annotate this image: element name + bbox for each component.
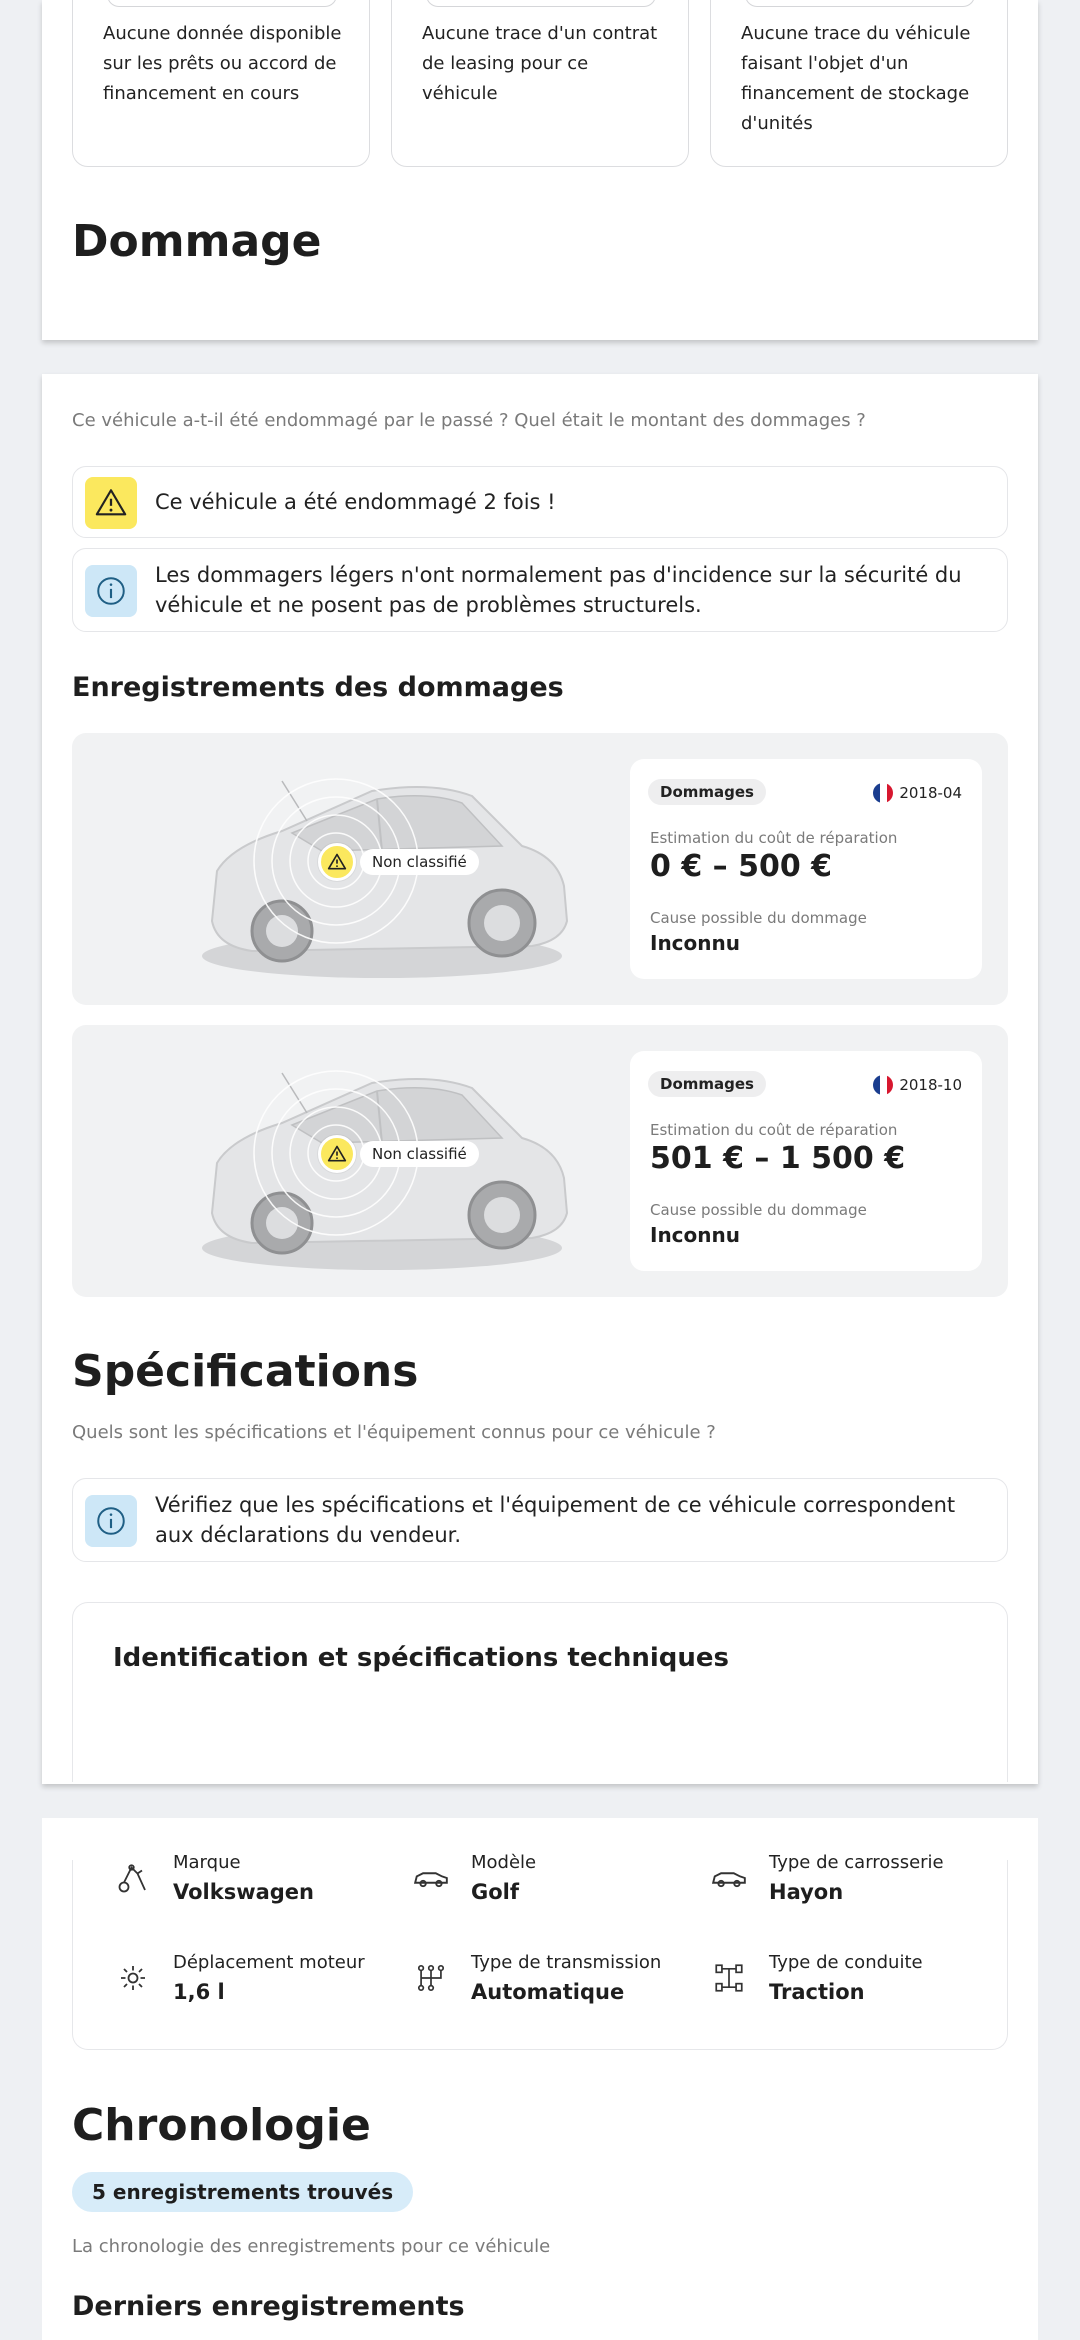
- drivetrain-icon: [709, 1958, 749, 1998]
- card-pill: [107, 0, 337, 7]
- damage-cause-value: Inconnu: [650, 1223, 740, 1247]
- info-icon: [85, 1495, 137, 1547]
- damage-question: Ce véhicule a-t-il été endommagé par le passé ? Quel était le montant des dommages ?: [72, 410, 866, 431]
- finance-card-text: Aucune donnée disponible sur les prêts ou accord de financement en cours: [103, 23, 342, 104]
- damage-cause-label: Cause possible du dommage: [650, 1201, 867, 1219]
- specs-title: Spécifications: [72, 1346, 419, 1397]
- engine-icon: [113, 1958, 153, 1998]
- spec-value: Traction: [769, 1980, 865, 2004]
- damage-record-info: [630, 1051, 982, 1271]
- damage-info-text: Les dommagers légers n'ont normalement pas d'incidence sur la sécurité du véhicule et ne posent pas de problèmes structurels.: [155, 563, 962, 617]
- finance-panel: [42, 0, 1038, 340]
- timeline-title: Chronologie: [72, 2100, 371, 2151]
- finance-card-stock: [710, 0, 1008, 167]
- repair-cost-value: 501 € – 1 500 €: [650, 1141, 906, 1176]
- damage-title: Dommage: [72, 216, 322, 267]
- finance-card-text: Aucune trace du véhicule faisant l'objet d'un financement de stockage d'unités: [741, 23, 971, 134]
- damage-date: [873, 783, 962, 803]
- spec-model: [411, 1852, 701, 1912]
- spec-label: Type de conduite: [769, 1952, 923, 1973]
- spec-value: Volkswagen: [173, 1880, 314, 1904]
- france-flag-icon: [873, 783, 893, 803]
- spec-engine-displacement: [113, 1952, 403, 2012]
- damage-warning-text: Ce véhicule a été endommagé 2 fois !: [155, 490, 556, 514]
- card-pill: [426, 0, 656, 7]
- specs-card-title: Identification et spécifications techniques: [113, 1643, 730, 1673]
- warning-icon: [318, 1135, 356, 1173]
- timeline-description: La chronologie des enregistrements pour ce véhicule: [72, 2236, 551, 2257]
- spec-label: Type de transmission: [471, 1952, 662, 1973]
- spec-label: Marque: [173, 1852, 241, 1873]
- france-flag-icon: [873, 1075, 893, 1095]
- damage-records-title: Enregistrements des dommages: [72, 672, 564, 703]
- damage-tag: Dommages: [648, 1071, 766, 1097]
- records-count-badge: 5 enregistrements trouvés: [72, 2172, 413, 2212]
- brand-icon: [113, 1858, 153, 1898]
- finance-card-leasing: [391, 0, 689, 167]
- repair-cost-label: Estimation du coût de réparation: [650, 829, 898, 847]
- repair-cost-value: 0 € – 500 €: [650, 849, 833, 884]
- damage-classification: Non classifié: [360, 849, 479, 875]
- damage-date: [873, 1075, 962, 1095]
- spec-label: Déplacement moteur: [173, 1952, 365, 1973]
- spec-value: Golf: [471, 1880, 519, 1904]
- warning-icon: [85, 477, 137, 529]
- spec-value: Automatique: [471, 1980, 625, 2004]
- specs-question: Quels sont les spécifications et l'équipement connus pour ce véhicule ?: [72, 1422, 716, 1443]
- spec-drivetrain: [709, 1952, 999, 2012]
- finance-card-loans: [72, 0, 370, 167]
- gearbox-icon: [411, 1958, 451, 1998]
- info-icon: [85, 565, 137, 617]
- specs-grid: [72, 1852, 1008, 2050]
- card-pill: [745, 0, 975, 7]
- damage-warning-alert: [72, 466, 1008, 538]
- spec-body-type: [709, 1852, 999, 1912]
- car-body-icon: [709, 1858, 749, 1898]
- damage-date-value: 2018-04: [899, 784, 962, 802]
- spec-brand: [113, 1852, 403, 1912]
- damage-tag: Dommages: [648, 779, 766, 805]
- damage-cause-value: Inconnu: [650, 931, 740, 955]
- latest-records-title: Derniers enregistrements: [72, 2291, 465, 2322]
- damage-location-marker[interactable]: [318, 843, 479, 881]
- specs-info-text: Vérifiez que les spécifications et l'équipement de ce véhicule correspondent aux déclarations du vendeur.: [155, 1493, 956, 1547]
- damage-date-value: 2018-10: [899, 1076, 962, 1094]
- spec-label: Modèle: [471, 1852, 537, 1873]
- finance-card-text: Aucune trace d'un contrat de leasing pour ce véhicule: [422, 23, 658, 104]
- specs-info-alert: [72, 1478, 1008, 1562]
- spec-transmission: [411, 1952, 701, 2012]
- damage-record-info: [630, 759, 982, 979]
- spec-label: Type de carrosserie: [769, 1852, 944, 1873]
- damage-info-alert: [72, 548, 1008, 632]
- spec-value: Hayon: [769, 1880, 844, 1904]
- damage-record[interactable]: [72, 1025, 1008, 1297]
- spec-value: 1,6 l: [173, 1980, 225, 2004]
- repair-cost-label: Estimation du coût de réparation: [650, 1121, 898, 1139]
- damage-cause-label: Cause possible du dommage: [650, 909, 867, 927]
- damage-record[interactable]: [72, 733, 1008, 1005]
- specs-card: [72, 1602, 1008, 1782]
- car-icon: [411, 1858, 451, 1898]
- damage-location-marker[interactable]: [318, 1135, 479, 1173]
- warning-icon: [318, 843, 356, 881]
- damage-classification: Non classifié: [360, 1141, 479, 1167]
